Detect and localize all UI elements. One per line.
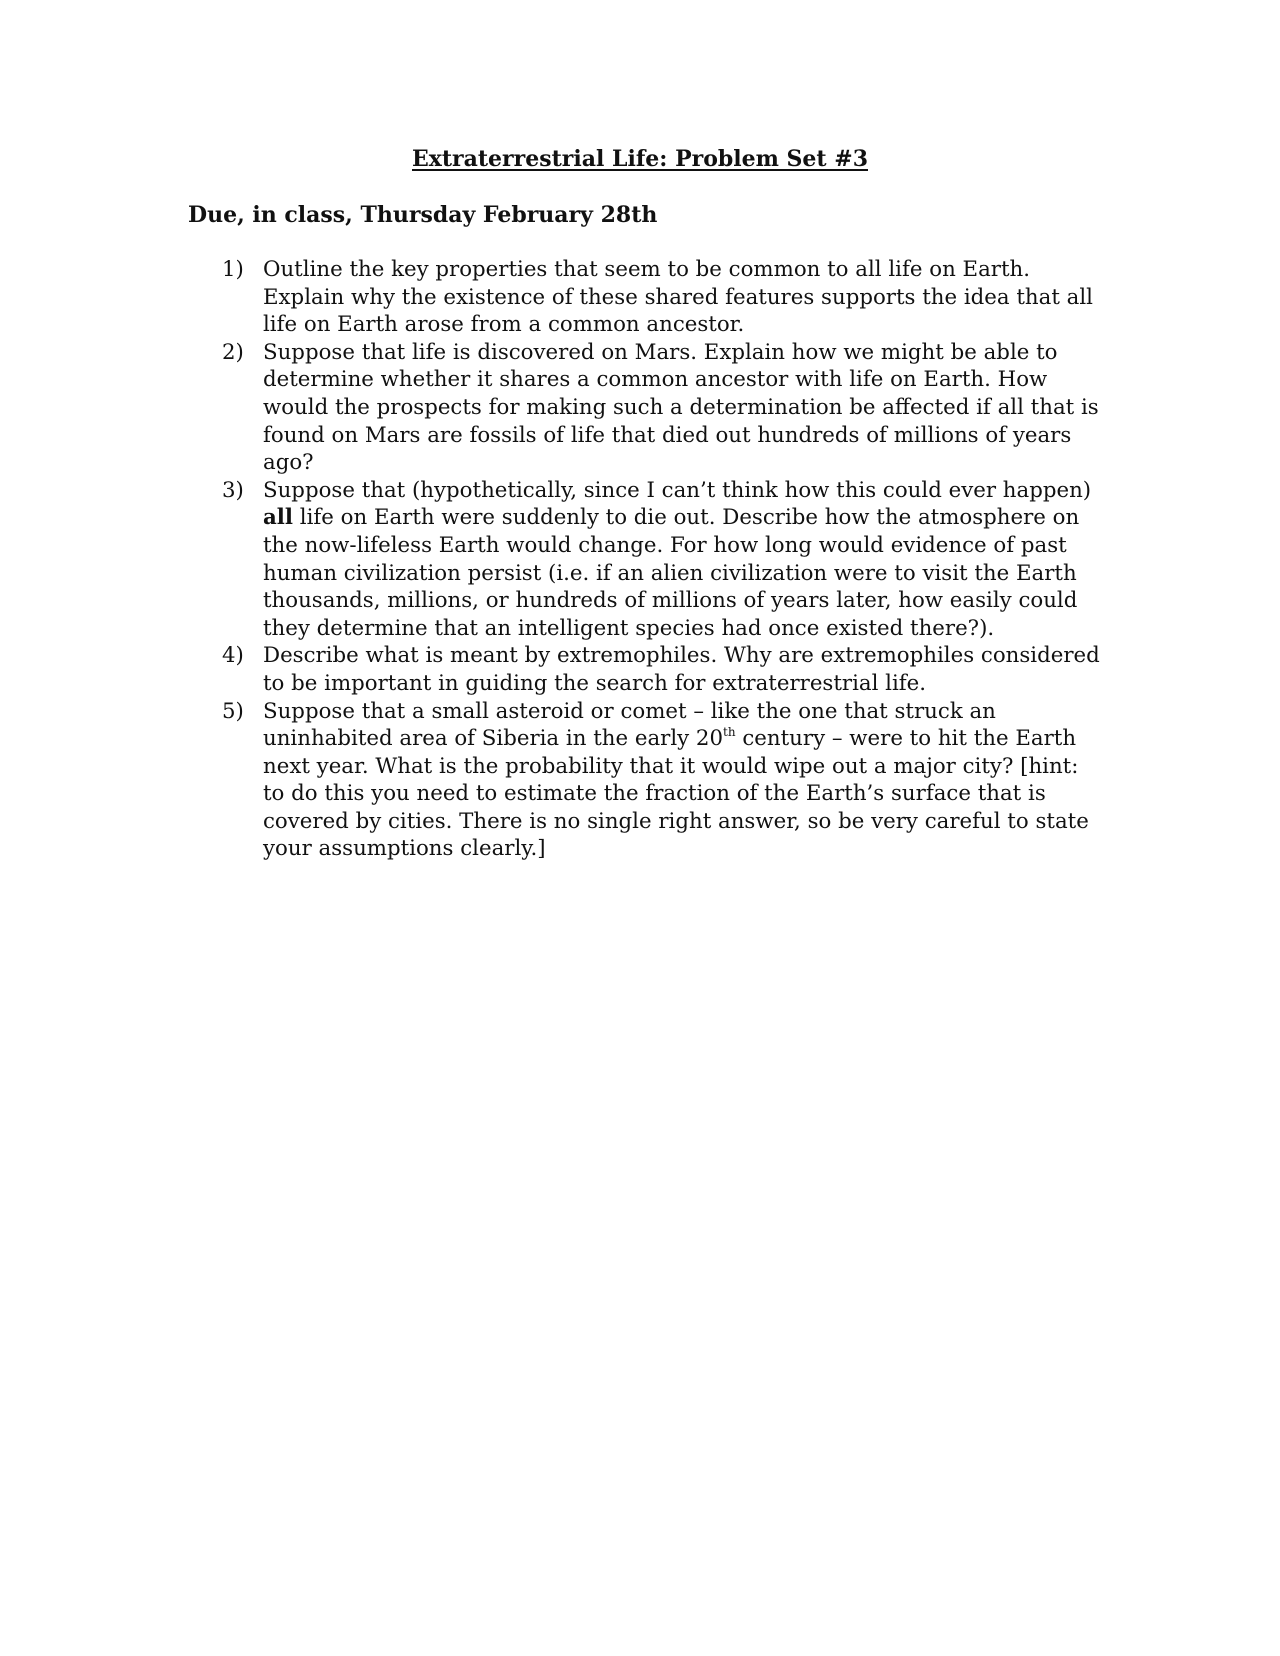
problem-number: 2) xyxy=(222,339,244,365)
ordinal-superscript: th xyxy=(723,725,736,740)
problem-text xyxy=(263,698,1102,864)
document-title: Extraterrestrial Life: Problem Set #3 xyxy=(412,146,868,172)
due-date-heading: Due, in class, Thursday February 28th xyxy=(188,202,658,228)
problem-text: Describe what is meant by extremophiles. Why are extremophiles considered to be important in guiding the search for extraterrestrial life. xyxy=(263,643,1100,696)
problem-text-part: Suppose that a small asteroid or comet – like the one that struck an uninhabited area of Siberia in the early 20 xyxy=(263,698,996,752)
emphasis-all: all xyxy=(263,505,293,531)
problem-number: 4) xyxy=(222,643,244,669)
problem-number: 1) xyxy=(222,257,244,282)
problem-item xyxy=(222,698,1102,864)
problem-text-part: Suppose that (hypothetically, since I can’t think how this could ever happen) xyxy=(263,477,1092,503)
problem-text-part: life on Earth were suddenly to die out. Describe how the atmosphere on the now-lifeless Earth would change. For how long would evidence of past human civilization persist (i.e. if an alien civilization were to visit the Earth thousands, millions, or hundreds of millions of years later, how easily could they determine that an intelligent species had once existed there?). xyxy=(263,505,1080,641)
problem-item xyxy=(222,339,1102,477)
problem-text-part: century – were to hit the Earth next year. What is the probability that it would wipe out a major city? [hint: to do this you need to estimate the fraction of the Earth’s surface that is covered by cities. There is no single right answer, so be very careful to state your assumptions clearly.] xyxy=(263,726,1089,862)
problem-number: 3) xyxy=(222,477,244,503)
problem-item xyxy=(222,642,1102,697)
problem-list xyxy=(222,256,1102,863)
problem-item xyxy=(222,256,1102,339)
problem-text: Suppose that life is discovered on Mars. Explain how we might be able to determine whether it shares a common ancestor with life on Earth. How would the prospects for making such a determination be affected if all that is found on Mars are fossils of life that died out hundreds of millions of years ago? xyxy=(263,339,1099,476)
problem-text: Outline the key properties that seem to be common to all life on Earth. Explain why the existence of these shared features supports the idea that all life on Earth arose from a common ancestor. xyxy=(263,257,1093,338)
problem-item xyxy=(222,477,1102,643)
problem-number: 5) xyxy=(222,698,244,724)
problem-text xyxy=(263,477,1102,643)
